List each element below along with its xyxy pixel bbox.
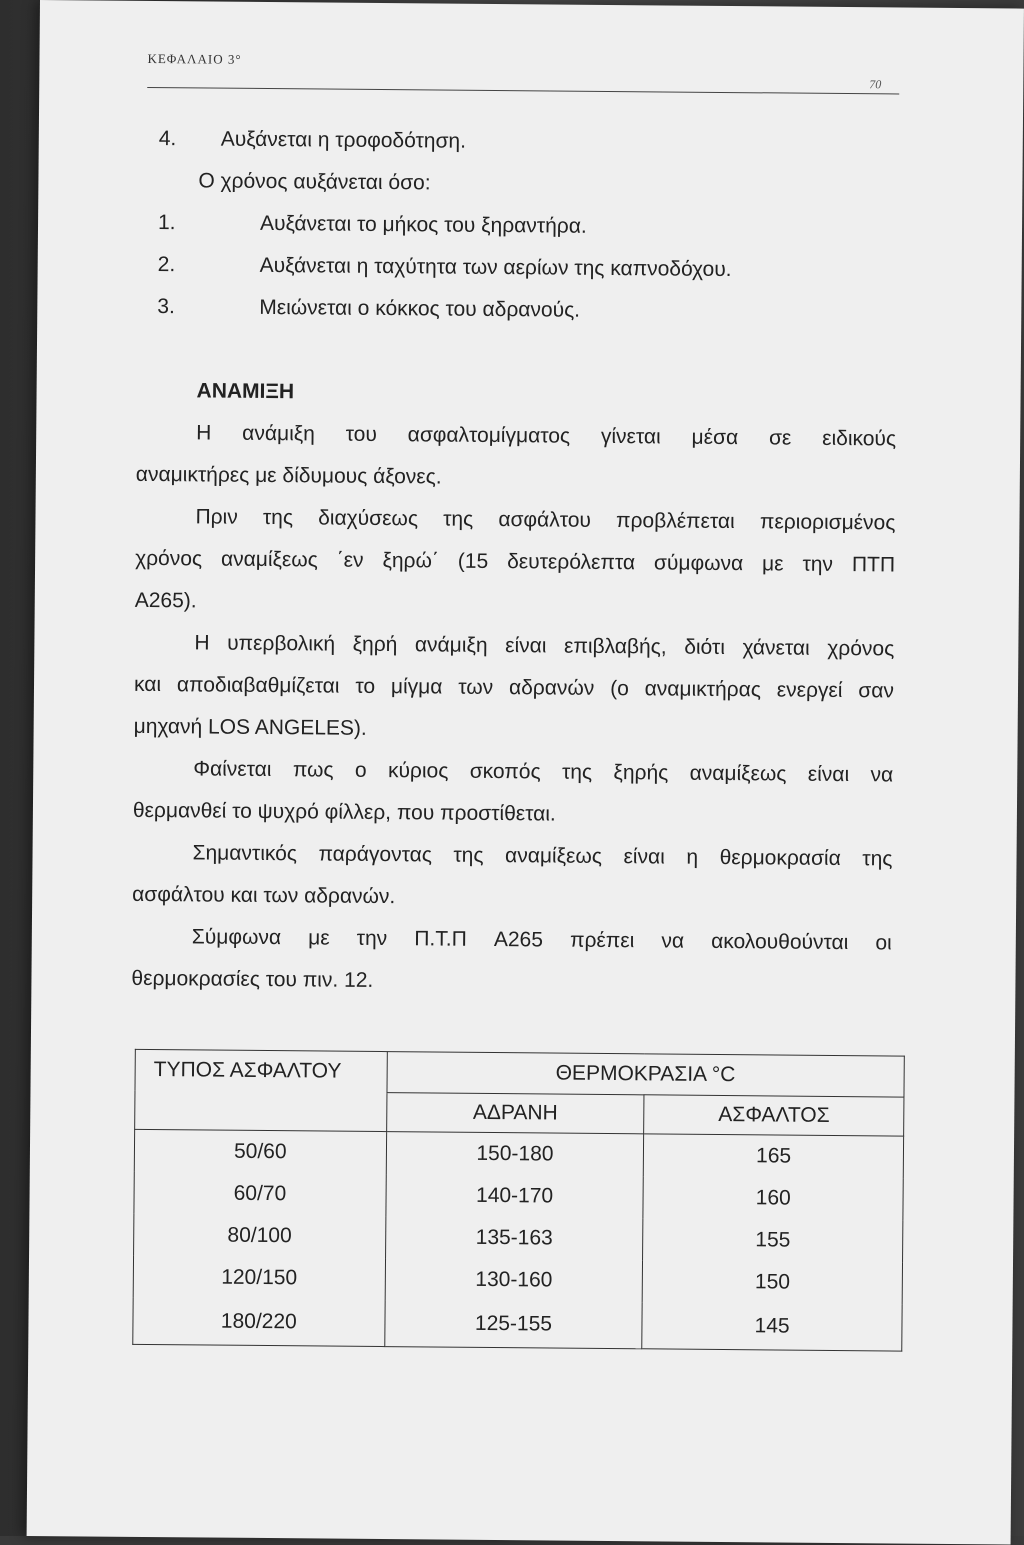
table-header-cell: ΤΥΠΟΣ ΑΣΦΑΛΤΟΥ (135, 1049, 387, 1092)
list-item-text: Μειώνεται ο κόκκος του αδρανούς. (259, 295, 581, 322)
paragraph-line: και αποδιαβαθμίζεται το μίγμα των αδρανών (ο αναμικτήρας ενεργεί σαν (133, 672, 895, 703)
table-cell: 135-163 (385, 1216, 643, 1260)
paragraph-line: Η ανάμιξη του ασφαλτομίγματος γίνεται μέσα σε ειδικούς (196, 421, 897, 451)
paragraph-line: ασφάλτου και των αδρανών. (132, 882, 396, 909)
paragraph-line: θερμανθεί το ψυχρό φίλλερ, που προστίθεται. (132, 798, 556, 826)
table-cell: 180/220 (133, 1298, 385, 1347)
temperature-table (132, 1049, 905, 1352)
table-header-row (135, 1049, 904, 1097)
table-cell: 155 (643, 1218, 903, 1262)
table-cell: 120/150 (133, 1256, 385, 1300)
paragraph-line: Σημαντικός παράγοντας της αναμίξεως είναι η θερμοκρασία της (192, 841, 893, 871)
table-header-cell: ΑΔΡΑΝΗ (386, 1093, 644, 1134)
list-number: 4. (158, 127, 177, 151)
list-number: 3. (157, 295, 175, 319)
table-cell: 150 (642, 1260, 902, 1304)
chapter-header: ΚΕΦΑΛΑΙΟ 3° (147, 50, 242, 67)
paragraph-line: Πριν της διαχύσεως της ασφάλτου προβλέπεται περιορισμένος (195, 505, 896, 535)
table-row (133, 1298, 902, 1351)
table-cell: 125-155 (384, 1300, 642, 1349)
table-row (133, 1256, 902, 1305)
table-row (134, 1214, 903, 1263)
page-number: 70 (869, 77, 882, 92)
document-page (27, 0, 1024, 1545)
table-header-row (135, 1090, 904, 1136)
list-item-text: Αυξάνεται το μήκος του ξηραντήρα. (259, 211, 587, 238)
table-row (134, 1172, 903, 1221)
list-intro: Ο χρόνος αυξάνεται όσο: (198, 169, 431, 195)
header-rule (147, 87, 899, 95)
list-item-text: Αυξάνεται η τροφοδότηση. (220, 127, 467, 153)
table-row (134, 1129, 903, 1178)
table-cell: 150-180 (386, 1132, 644, 1177)
list-item-text: Αυξάνεται η ταχύτητα των αερίων της καπνοδόχου. (259, 253, 732, 282)
section-heading: ΑΝΑΜΙΞΗ (196, 379, 295, 404)
paragraph-line: Η υπερβολική ξηρή ανάμιξη είναι επιβλαβής, διότι χάνεται χρόνος (194, 631, 895, 661)
table-header-cell: ΘΕΡΜΟΚΡΑΣΙΑ °C (387, 1052, 905, 1098)
table-cell: 140-170 (386, 1174, 644, 1218)
table-cell: 160 (643, 1176, 903, 1220)
paragraph-line: Σύμφωνα με την Π.Τ.Π Α265 πρέπει να ακολουθούνται οι (191, 925, 892, 955)
paragraph-line: χρόνος αναμίξεως ΄εν ξηρώ΄ (15 δευτερόλεπτα σύμφωνα με την ΠΤΠ (135, 546, 896, 577)
table-cell: 130-160 (385, 1258, 643, 1302)
table-cell: 50/60 (134, 1129, 386, 1174)
table-cell: 80/100 (134, 1214, 386, 1258)
paragraph-line: θερμοκρασίες του πιν. 12. (131, 966, 374, 992)
list-number: 1. (157, 211, 176, 235)
table-cell: 145 (642, 1302, 902, 1351)
table-cell: 60/70 (134, 1172, 386, 1216)
paragraph-line: αναμικτήρες με δίδυμους άξονες. (135, 462, 442, 489)
table-header-cell: ΑΣΦΑΛΤΟΣ (644, 1095, 904, 1136)
table-cell: 165 (644, 1134, 904, 1179)
paragraph-line: Α265). (134, 588, 197, 613)
list-number: 2. (157, 253, 176, 277)
paragraph-line: μηχανή LOS ANGELES). (133, 714, 367, 740)
paragraph-line: Φαίνεται πως ο κύριος σκοπός της ξηρής αναμίξεως είναι να (193, 757, 894, 787)
